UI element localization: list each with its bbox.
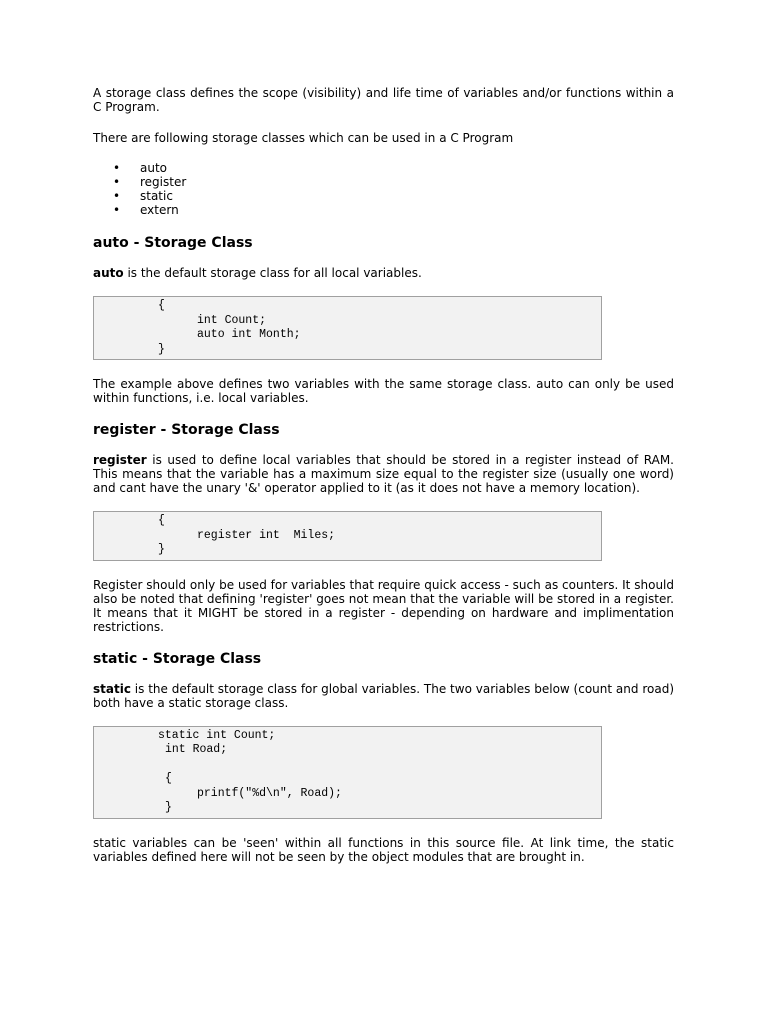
auto-description-text: is the default storage class for all local variables. [123,266,422,280]
storage-classes-lead: There are following storage classes which can be used in a C Program [93,131,514,145]
list-item: • extern [140,203,674,217]
static-description [93,682,674,710]
auto-keyword: auto [93,266,124,280]
list-item: • register [140,175,674,189]
static-keyword: static [93,681,131,696]
code-line: register int Miles; [197,528,336,542]
register-description [93,453,674,495]
list-item: • static [140,189,674,203]
code-line: { [158,299,165,312]
code-line: } [165,801,172,814]
code-line: { [165,772,172,785]
register-keyword: register [93,453,147,467]
code-line: printf("%d\n", Road); [197,786,342,800]
register-code-block [93,511,602,561]
static-explanation: static variables can be 'seen' within all functions in this source file. At link time, the static variables defined here will not be seen by the object modules that are brought in. [93,835,674,864]
register-explanation: Register should only be used for variables that require quick access - such as counters. It should also be noted that defining 'register' goes not mean that the variable will be stored in a register. It means that it MIGHT be stored in a register - depending on hardware and implimentation restrictions. [93,577,674,634]
code-blank-line [94,758,601,773]
auto-description [93,266,674,280]
storage-class-list [93,161,674,217]
code-line: } [158,342,165,356]
static-description-text: is the default storage class for global variables. The two variables below (count and road) both have a static storage class. [93,681,674,710]
register-description-text: is used to define local variables that should be stored in a register instead of RAM. This means that the variable has a maximum size equal to the register size (usually one word) and cant have the unary '&' operator applied to it (as it does not have a memory location). [93,453,674,495]
code-line: } [158,543,165,556]
intro-paragraph: A storage class defines the scope (visibility) and life time of variables and/or functions within a C Program. [93,86,674,114]
list-item: • auto [140,161,674,175]
auto-explanation: The example above defines two variables with the same storage class. auto can only be used within functions, i.e. local variables. [93,377,674,405]
static-heading: static - Storage Class [93,650,262,667]
code-line: static int Count; [158,728,276,742]
static-code-block [93,726,602,819]
register-heading: register - Storage Class [93,422,280,438]
code-line: auto int Month; [197,328,301,341]
auto-code-block [93,296,602,360]
code-line: int Road; [165,743,228,756]
code-line: { [158,514,165,527]
document-page [93,86,674,880]
code-line: int Count; [197,313,267,327]
auto-heading: auto - Storage Class [93,235,253,251]
